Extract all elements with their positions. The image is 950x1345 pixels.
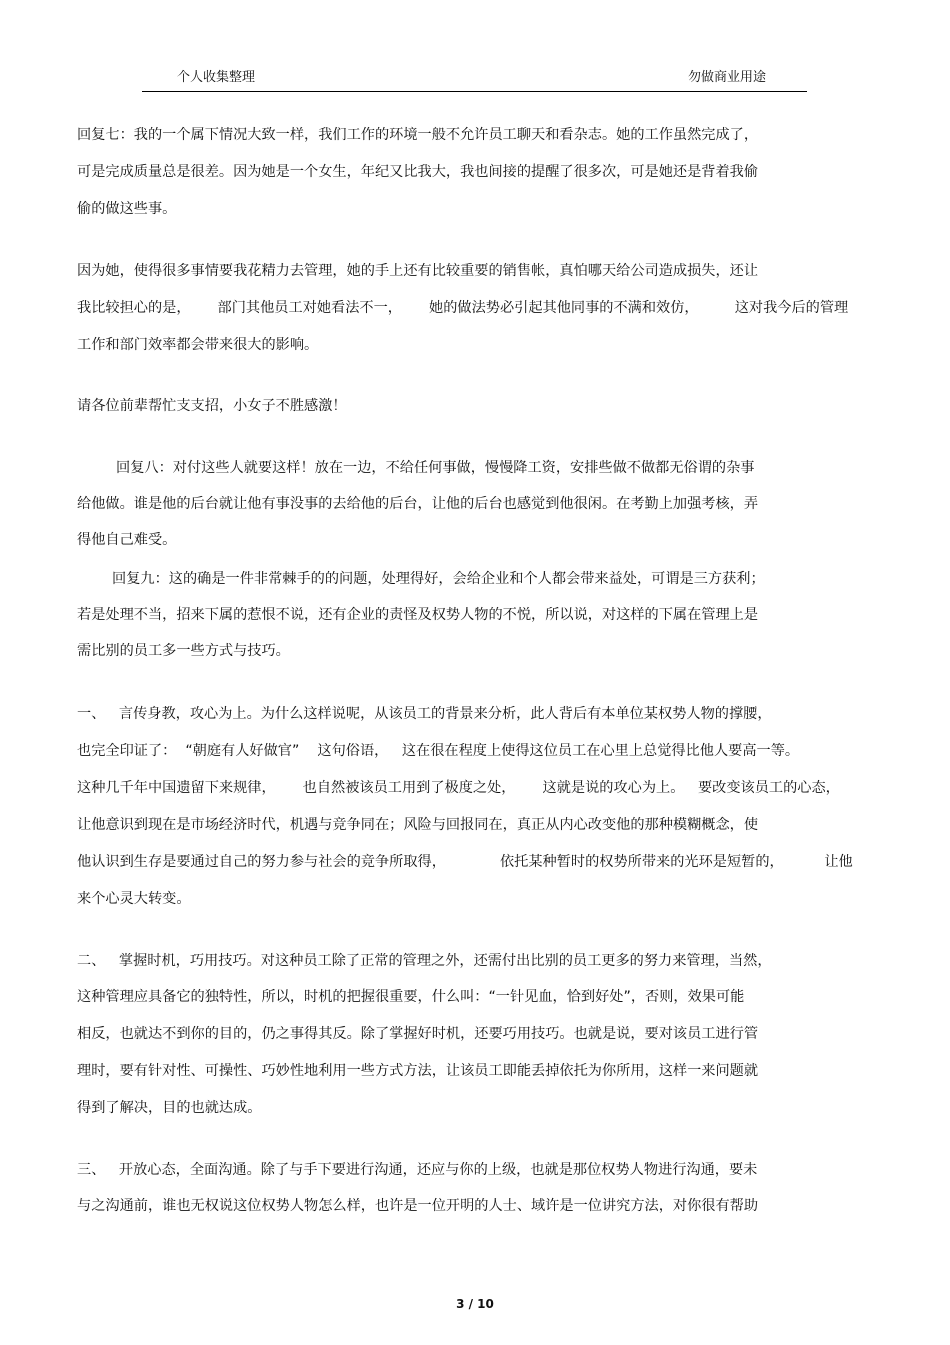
text-line: 这种管理应具备它的独特性，所以，时机的把握很重要，什么叫：“一针见血，恰到好处”，否则，效果可能 — [77, 989, 745, 1005]
text-line: 因为她，使得很多事情要我花精力去管理，她的手上还有比较重要的销售帐，真怕哪天给公司造成损失，还让 — [77, 263, 759, 279]
text-line: 与之沟通前，谁也无权说这位权势人物怎么样，也许是一位开明的人士、域许是一位讲究方法，对你很有帮助 — [77, 1198, 759, 1214]
text-line: 工作和部门效率都会带来很大的影响。 — [77, 337, 319, 353]
text-line: 他认识到生存是要通过自己的努力参与社会的竞争所取得， 依托某种暂时的权势所带来的光环是短暂的， 让他 — [77, 854, 853, 870]
text-line: 回复七：我的一个属下情况大致一样，我们工作的环境一般不允许员工聊天和看杂志。她的工作虽然完成了， — [77, 127, 759, 143]
text-line: 得他自己难受。 — [77, 532, 177, 548]
text-line: 偷的做这些事。 — [77, 201, 177, 217]
text-line: 需比别的员工多一些方式与技巧。 — [77, 643, 290, 659]
text-line: 得到了解决，目的也就达成。 — [77, 1100, 262, 1116]
header-right-text: 勿做商业用途 — [688, 70, 767, 85]
text-line: 可是完成质量总是很差。因为她是一个女生，年纪又比我大，我也间接的提醒了很多次，可是她还是背着我偷 — [77, 164, 759, 180]
page-number: 3 / 10 — [456, 1297, 494, 1311]
text-line: 我比较担心的是， 部门其他员工对她看法不一， 她的做法势必引起其他同事的不满和效仿， 这对我今后的管理 — [77, 300, 849, 316]
text-line: 这种几千年中国遗留下来规律， 也自然被该员工用到了极度之处， 这就是说的攻心为上。 要改变该员工的心态， — [77, 780, 840, 796]
text-line: 一、 言传身教，攻心为上。为什么这样说呢，从该员工的背景来分析，此人背后有本单位某权势人物的撑腰， — [77, 706, 772, 722]
text-line: 回复八：对付这些人就要这样！放在一边，不给任何事做，慢慢降工资，安排些做不做都无俗谓的杂事 — [116, 460, 755, 476]
text-line: 二、 掌握时机，巧用技巧。对这种员工除了正常的管理之外，还需付出比别的员工更多的努力来管理，当然， — [77, 953, 772, 969]
text-line: 相反，也就达不到你的目的，仍之事得其反。除了掌握好时机，还要巧用技巧。也就是说，要对该员工进行管 — [77, 1026, 759, 1042]
text-line: 回复九：这的确是一件非常棘手的的问题，处理得好，会给企业和个人都会带来益处，可谓是三方获利； — [112, 571, 765, 587]
text-line: 请各位前辈帮忙支支招，小女子不胜感激！ — [77, 398, 347, 414]
text-line: 让他意识到现在是市场经济时代，机遇与竞争同在；风险与回报同在，真正从内心改变他的那种模糊概念，使 — [77, 817, 759, 833]
text-line: 三、 开放心态，全面沟通。除了与手下要进行沟通，还应与你的上级，也就是那位权势人物进行沟通，要未 — [77, 1162, 758, 1178]
header-left-text: 个人收集整理 — [177, 70, 256, 85]
text-line: 理时，要有针对性、可操性、巧妙性地利用一些方式方法，让该员工即能丢掉依托为你所用，这样一来问题就 — [77, 1063, 759, 1079]
text-line: 给他做。谁是他的后台就让他有事没事的去给他的后台，让他的后台也感觉到他很闲。在考勤上加强考核，弄 — [77, 496, 759, 512]
text-line: 若是处理不当，招来下属的惹恨不说，还有企业的责怪及权势人物的不悦，所以说，对这样的下属在管理上是 — [77, 607, 759, 623]
text-line: 也完全印证了： “朝庭有人好做官” 这句俗语， 这在很在程度上使得这位员工在心里上总觉得比他人要高一等。 — [77, 743, 800, 759]
text-line: 来个心灵大转变。 — [77, 891, 191, 907]
header-divider — [142, 91, 807, 92]
